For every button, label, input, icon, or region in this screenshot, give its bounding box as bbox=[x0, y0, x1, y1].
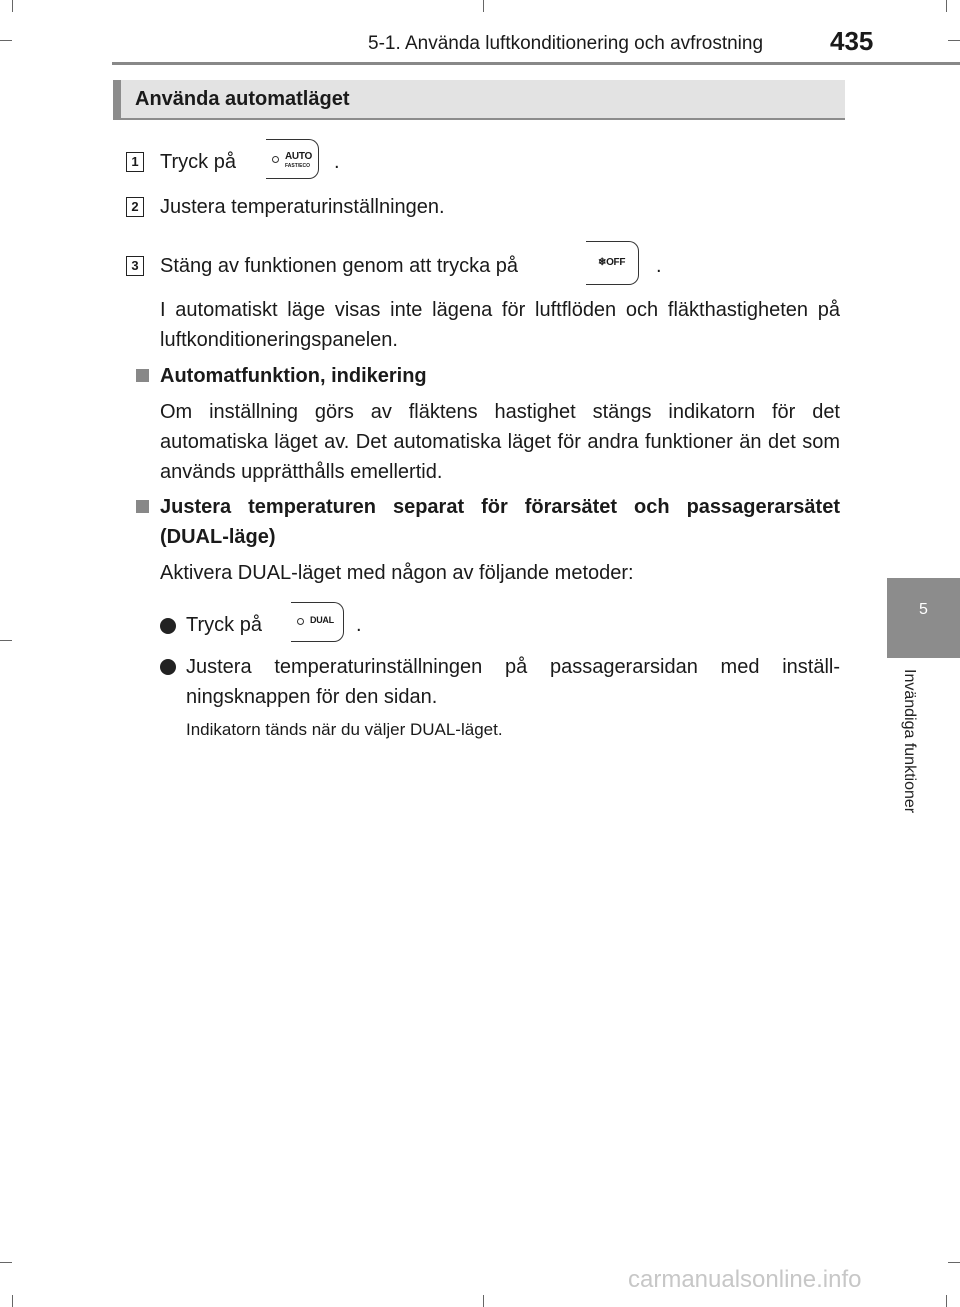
step-3-suffix: . bbox=[656, 255, 662, 277]
running-header: 5-1. Använda luftkonditionering och avfrostning bbox=[368, 33, 764, 54]
chapter-tab bbox=[887, 578, 960, 658]
section-title-bar bbox=[113, 80, 845, 120]
crop-mark bbox=[12, 0, 13, 12]
step-number-1: 1 bbox=[126, 152, 144, 172]
step-3-text: Stäng av funktionen genom att trycka på bbox=[160, 255, 518, 277]
section-title: Använda automatläget bbox=[135, 88, 350, 110]
watermark: carmanualsonline.info bbox=[628, 1266, 862, 1293]
off-button-icon bbox=[586, 241, 639, 285]
auto-button-icon bbox=[266, 139, 319, 179]
step-1-text: Tryck på bbox=[160, 151, 236, 173]
crop-mark bbox=[946, 0, 947, 12]
method-2-text: Justera temperaturinställningen på passagerarsidan med inställ-ningsknappen för den sidan. bbox=[186, 656, 840, 708]
note-text: Om inställning görs av fläktens hastighet stängs indikatorn för det automatiska läget av. Det automatiska läget för andra funktioner än det som används upprätthålls emellertid. bbox=[160, 401, 840, 483]
chapter-label: Invändiga funktioner bbox=[901, 669, 918, 814]
crop-mark bbox=[948, 40, 960, 41]
indicator-led-icon bbox=[272, 156, 279, 163]
crop-mark bbox=[483, 0, 484, 12]
crop-mark bbox=[0, 640, 12, 641]
note-text: Aktivera DUAL-läget med någon av följande metoder: bbox=[160, 562, 634, 584]
crop-mark bbox=[948, 1262, 960, 1263]
off-button-label: ❄OFF bbox=[598, 257, 626, 268]
body-paragraph: I automatiskt läge visas inte lägena för luftflöden och fläkthastigheten på luftkonditioneringspanelen. bbox=[160, 299, 840, 351]
section-accent bbox=[113, 80, 121, 118]
method-1-text: Tryck på bbox=[186, 614, 262, 636]
note-heading: Justera temperaturen separat för förarsätet och passagerarsätet (DUAL-läge) bbox=[160, 496, 840, 548]
footnote: Indikatorn tänds när du väljer DUAL-läget. bbox=[186, 720, 503, 739]
page-number: 435 bbox=[830, 26, 874, 56]
step-2-text: Justera temperaturinställningen. bbox=[160, 196, 445, 218]
header-rule bbox=[112, 62, 960, 65]
crop-mark bbox=[12, 1295, 13, 1307]
method-1-suffix: . bbox=[356, 614, 362, 636]
dual-button-label: DUAL bbox=[310, 615, 334, 625]
crop-mark bbox=[946, 1295, 947, 1307]
square-bullet-icon bbox=[136, 369, 149, 382]
step-number-3: 3 bbox=[126, 256, 144, 276]
crop-mark bbox=[483, 1295, 484, 1307]
dual-button-icon bbox=[291, 602, 344, 642]
indicator-led-icon bbox=[297, 618, 304, 625]
chapter-number: 5 bbox=[919, 601, 928, 618]
note-heading: Automatfunktion, indikering bbox=[160, 365, 427, 387]
auto-button-sublabel: FAST/ECO bbox=[285, 163, 311, 169]
round-bullet-icon bbox=[160, 659, 176, 675]
auto-button-label: AUTO bbox=[285, 151, 312, 162]
step-number-2: 2 bbox=[126, 197, 144, 217]
crop-mark bbox=[0, 1262, 12, 1263]
step-1-suffix: . bbox=[334, 151, 340, 173]
crop-mark bbox=[0, 40, 12, 41]
round-bullet-icon bbox=[160, 618, 176, 634]
square-bullet-icon bbox=[136, 500, 149, 513]
